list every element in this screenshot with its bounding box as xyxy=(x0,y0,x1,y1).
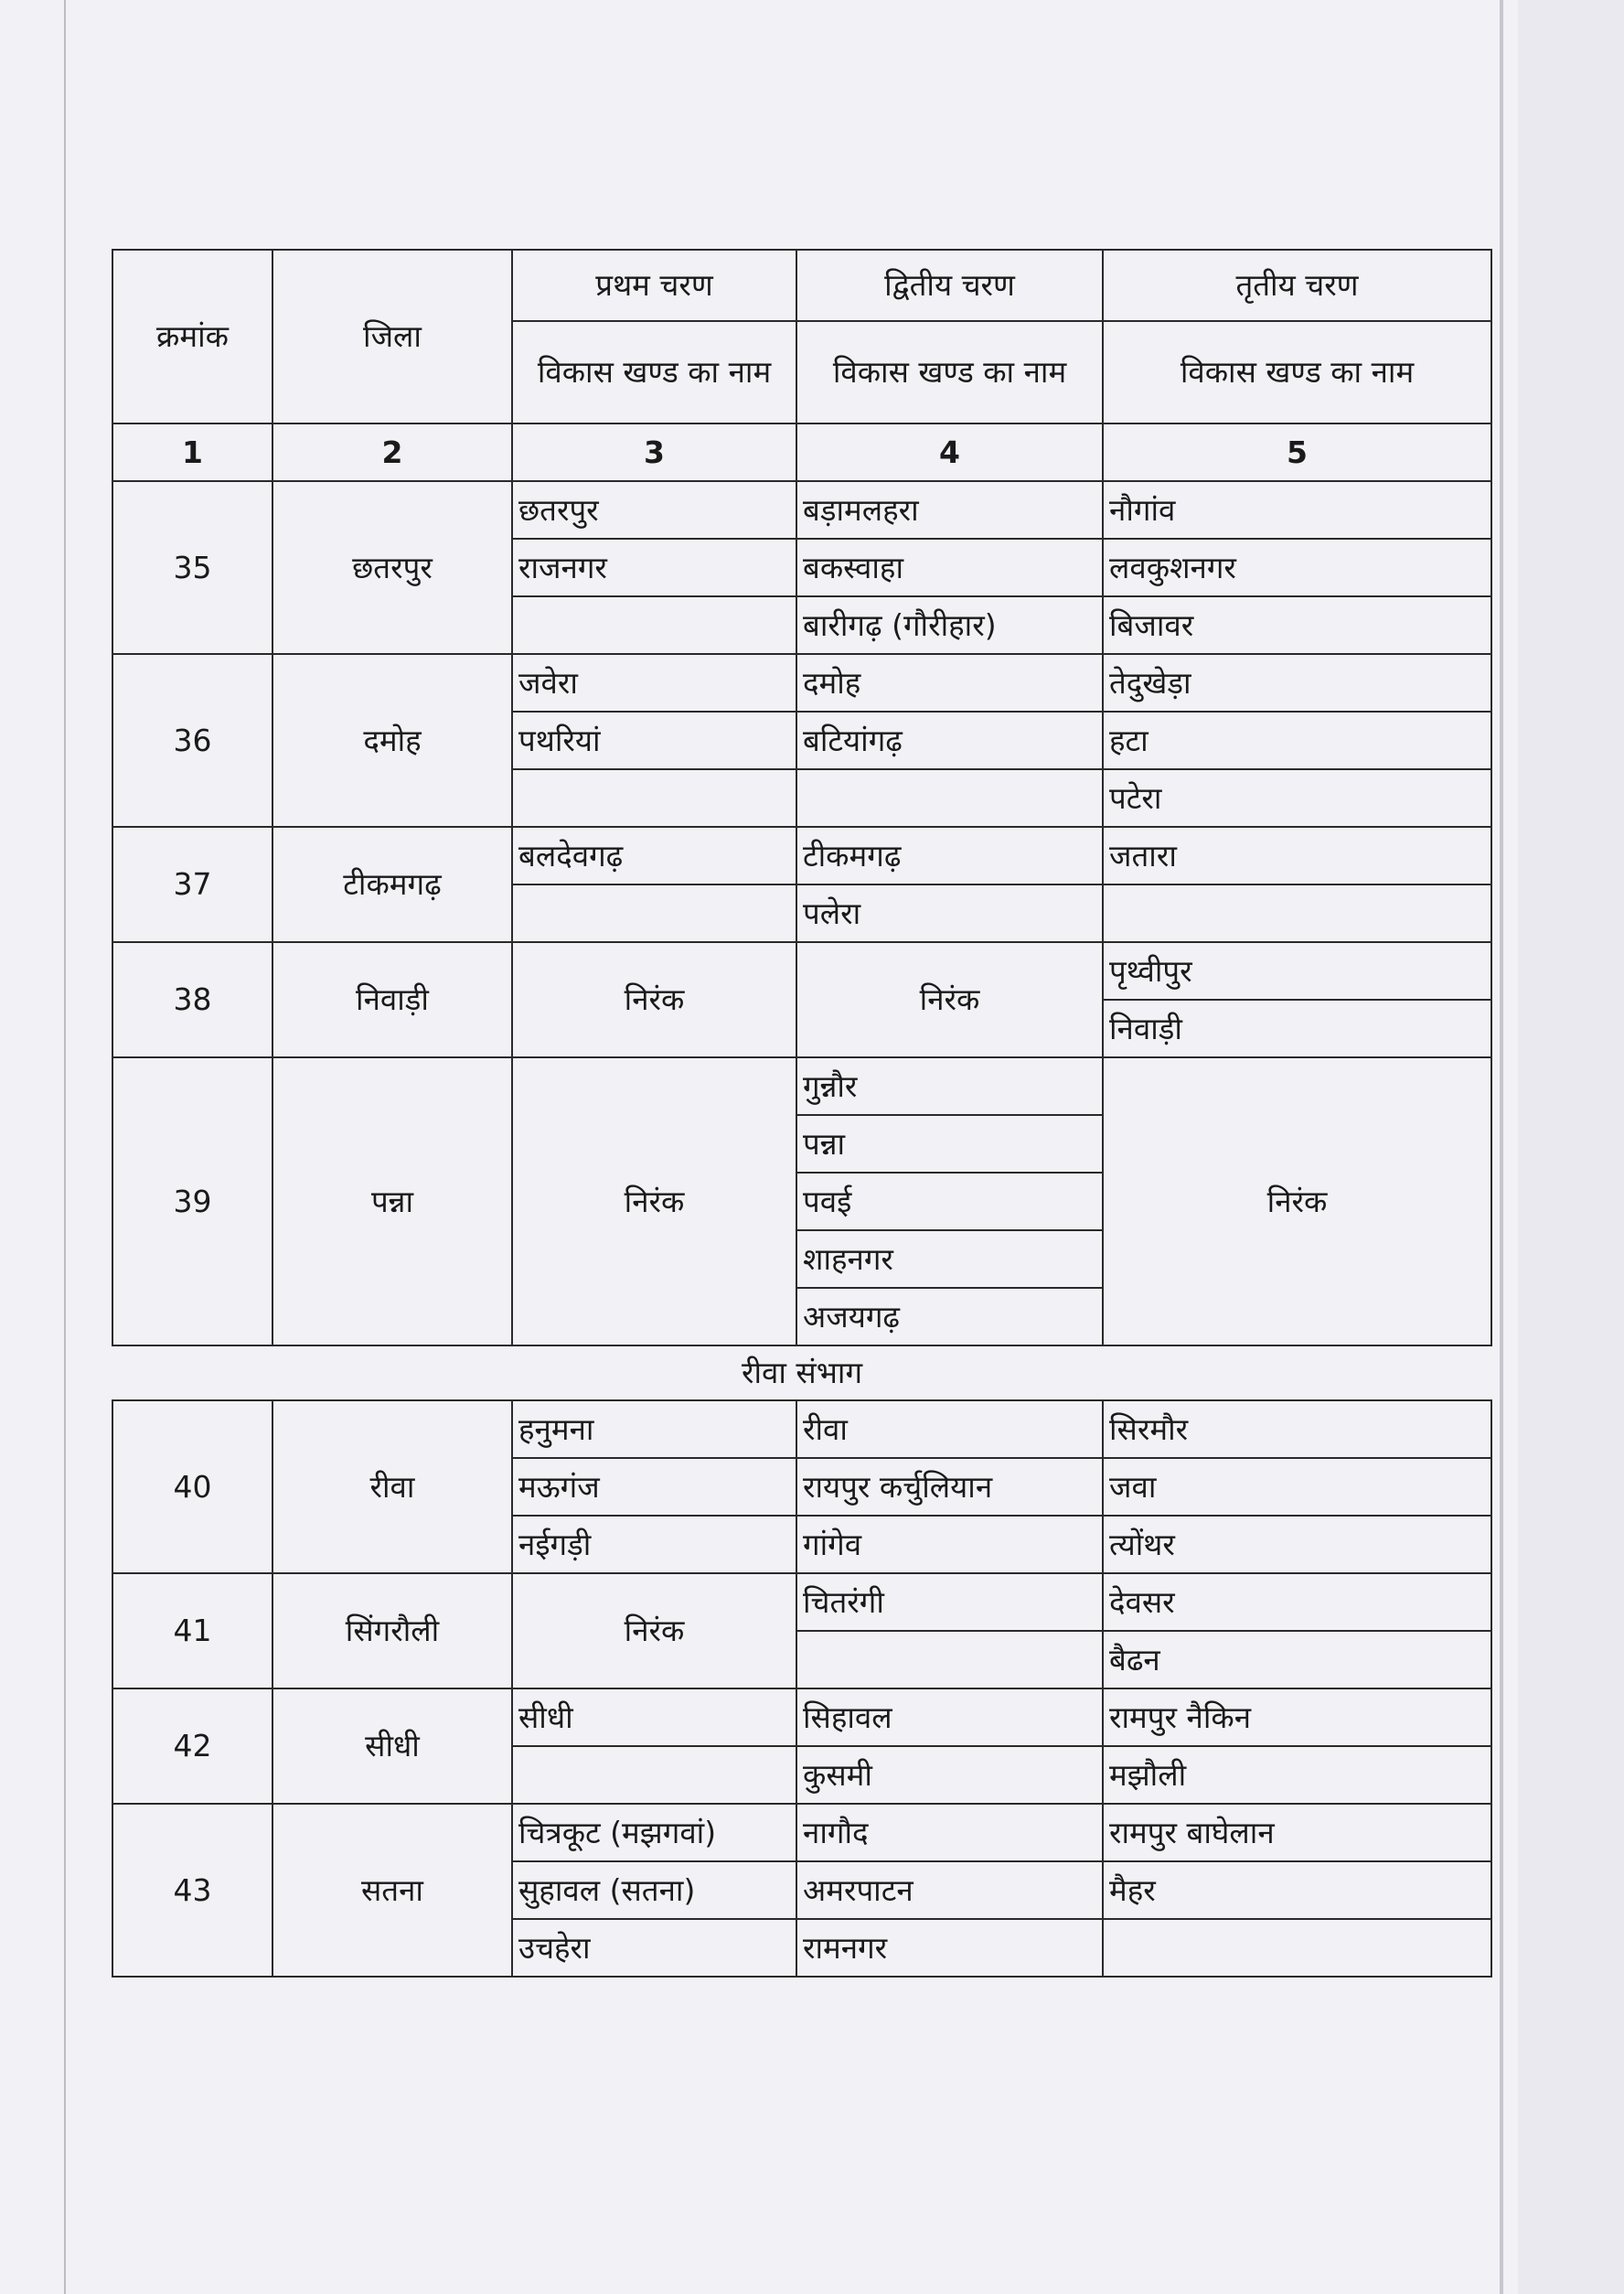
district-name: सिंगरौली xyxy=(272,1573,512,1688)
phase-2-block: पन्ना xyxy=(796,1115,1103,1173)
table-row xyxy=(112,1688,1491,1746)
phase-2-block: चितरंगी xyxy=(796,1573,1103,1631)
header-row-1 xyxy=(112,250,1491,321)
phase-2-block: पवई xyxy=(796,1173,1103,1230)
header-block-name-1: विकास खण्ड का नाम xyxy=(512,321,796,423)
phase-3-block: जतारा xyxy=(1103,827,1491,884)
column-number: 1 xyxy=(112,423,272,481)
phase-2-block: गांगेव xyxy=(796,1516,1103,1573)
phase-2-block xyxy=(796,1631,1103,1688)
serial-number: 41 xyxy=(112,1573,272,1688)
serial-number: 35 xyxy=(112,481,272,654)
page-margin-right xyxy=(1518,0,1624,2294)
phase-3-block: पृथ्वीपुर xyxy=(1103,942,1491,1000)
phase-3-block: तेदुखेड़ा xyxy=(1103,654,1491,712)
table-row xyxy=(112,942,1491,1000)
phase-1-block: मऊगंज xyxy=(512,1458,796,1516)
district-name: पन्ना xyxy=(272,1057,512,1345)
district-name: दमोह xyxy=(272,654,512,827)
phase-3-block: मैहर xyxy=(1103,1861,1491,1919)
serial-number: 43 xyxy=(112,1804,272,1977)
table-row xyxy=(112,827,1491,884)
phase-2-block: टीकमगढ़ xyxy=(796,827,1103,884)
nil-entry: निरंक xyxy=(512,1057,796,1345)
phase-1-block xyxy=(512,769,796,827)
division-row xyxy=(112,1345,1491,1400)
header-block-name-3: विकास खण्ड का नाम xyxy=(1103,321,1491,423)
phase-2-block: अमरपाटन xyxy=(796,1861,1103,1919)
phase-2-block: अजयगढ़ xyxy=(796,1288,1103,1345)
district-name: निवाड़ी xyxy=(272,942,512,1057)
header-block-name-2: विकास खण्ड का नाम xyxy=(796,321,1103,423)
header-serial: क्रमांक xyxy=(112,250,272,423)
nil-entry: निरंक xyxy=(512,1573,796,1688)
phase-1-block: बलदेवगढ़ xyxy=(512,827,796,884)
serial-number: 37 xyxy=(112,827,272,942)
phase-1-block: सीधी xyxy=(512,1688,796,1746)
district-name: रीवा xyxy=(272,1400,512,1573)
phase-3-block: रामपुर बाघेलान xyxy=(1103,1804,1491,1861)
table-row xyxy=(112,1400,1491,1458)
page-edge-left xyxy=(64,0,66,2294)
column-number: 2 xyxy=(272,423,512,481)
column-number: 3 xyxy=(512,423,796,481)
table-row xyxy=(112,481,1491,539)
serial-number: 38 xyxy=(112,942,272,1057)
phase-3-block: देवसर xyxy=(1103,1573,1491,1631)
phase-1-block: सुहावल (सतना) xyxy=(512,1861,796,1919)
phase-3-block: निवाड़ी xyxy=(1103,1000,1491,1057)
phase-3-block: पटेरा xyxy=(1103,769,1491,827)
header-phase-2: द्वितीय चरण xyxy=(796,250,1103,321)
serial-number: 36 xyxy=(112,654,272,827)
phase-1-block xyxy=(512,596,796,654)
nil-entry: निरंक xyxy=(1103,1057,1491,1345)
phase-3-block: रामपुर नैकिन xyxy=(1103,1688,1491,1746)
page-edge-right xyxy=(1500,0,1503,2294)
phase-2-block xyxy=(796,769,1103,827)
phase-2-block: बारीगढ़ (गौरीहार) xyxy=(796,596,1103,654)
phase-2-block: पलेरा xyxy=(796,884,1103,942)
district-name: छतरपुर xyxy=(272,481,512,654)
phase-3-block: त्योंथर xyxy=(1103,1516,1491,1573)
nil-entry: निरंक xyxy=(796,942,1103,1057)
phase-1-block: छतरपुर xyxy=(512,481,796,539)
phase-1-block xyxy=(512,884,796,942)
phase-3-block: बैढन xyxy=(1103,1631,1491,1688)
phase-2-block: बड़ामलहरा xyxy=(796,481,1103,539)
phase-3-block: सिरमौर xyxy=(1103,1400,1491,1458)
serial-number: 39 xyxy=(112,1057,272,1345)
serial-number: 42 xyxy=(112,1688,272,1804)
phase-1-block: पथरियां xyxy=(512,712,796,769)
phase-1-block xyxy=(512,1746,796,1804)
district-name: सतना xyxy=(272,1804,512,1977)
phase-1-block: नईगड़ी xyxy=(512,1516,796,1573)
district-name: सीधी xyxy=(272,1688,512,1804)
phase-2-block: रीवा xyxy=(796,1400,1103,1458)
district-name: टीकमगढ़ xyxy=(272,827,512,942)
phase-2-block: दमोह xyxy=(796,654,1103,712)
phase-3-block: नौगांव xyxy=(1103,481,1491,539)
division-heading: रीवा संभाग xyxy=(112,1345,1491,1400)
phase-3-block: बिजावर xyxy=(1103,596,1491,654)
phase-2-block: गुन्नौर xyxy=(796,1057,1103,1115)
phase-2-block: सिहावल xyxy=(796,1688,1103,1746)
nil-entry: निरंक xyxy=(512,942,796,1057)
phase-3-block: हटा xyxy=(1103,712,1491,769)
phase-3-block xyxy=(1103,884,1491,942)
header-phase-3: तृतीय चरण xyxy=(1103,250,1491,321)
table-row xyxy=(112,1804,1491,1861)
phase-2-block: बटियांगढ़ xyxy=(796,712,1103,769)
phase-1-block: उचहेरा xyxy=(512,1919,796,1977)
phase-2-block: रामनगर xyxy=(796,1919,1103,1977)
table-row xyxy=(112,1573,1491,1631)
phase-1-block: हनुमना xyxy=(512,1400,796,1458)
table-row xyxy=(112,1057,1491,1115)
serial-number: 40 xyxy=(112,1400,272,1573)
header-phase-1: प्रथम चरण xyxy=(512,250,796,321)
phase-2-block: शाहनगर xyxy=(796,1230,1103,1288)
phase-2-block: नागौद xyxy=(796,1804,1103,1861)
phase-3-block: लवकुशनगर xyxy=(1103,539,1491,596)
phase-3-block xyxy=(1103,1919,1491,1977)
phase-2-block: रायपुर कर्चुलियान xyxy=(796,1458,1103,1516)
column-number: 4 xyxy=(796,423,1103,481)
phase-2-block: बकस्वाहा xyxy=(796,539,1103,596)
phase-1-block: जवेरा xyxy=(512,654,796,712)
phase-3-block: जवा xyxy=(1103,1458,1491,1516)
phase-2-block: कुसमी xyxy=(796,1746,1103,1804)
phase-1-block: राजनगर xyxy=(512,539,796,596)
phase-1-block: चित्रकूट (मझगवां) xyxy=(512,1804,796,1861)
table-row xyxy=(112,654,1491,712)
column-number-row xyxy=(112,423,1491,481)
header-district: जिला xyxy=(272,250,512,423)
block-phase-table xyxy=(112,249,1492,1978)
column-number: 5 xyxy=(1103,423,1491,481)
phase-3-block: मझौली xyxy=(1103,1746,1491,1804)
